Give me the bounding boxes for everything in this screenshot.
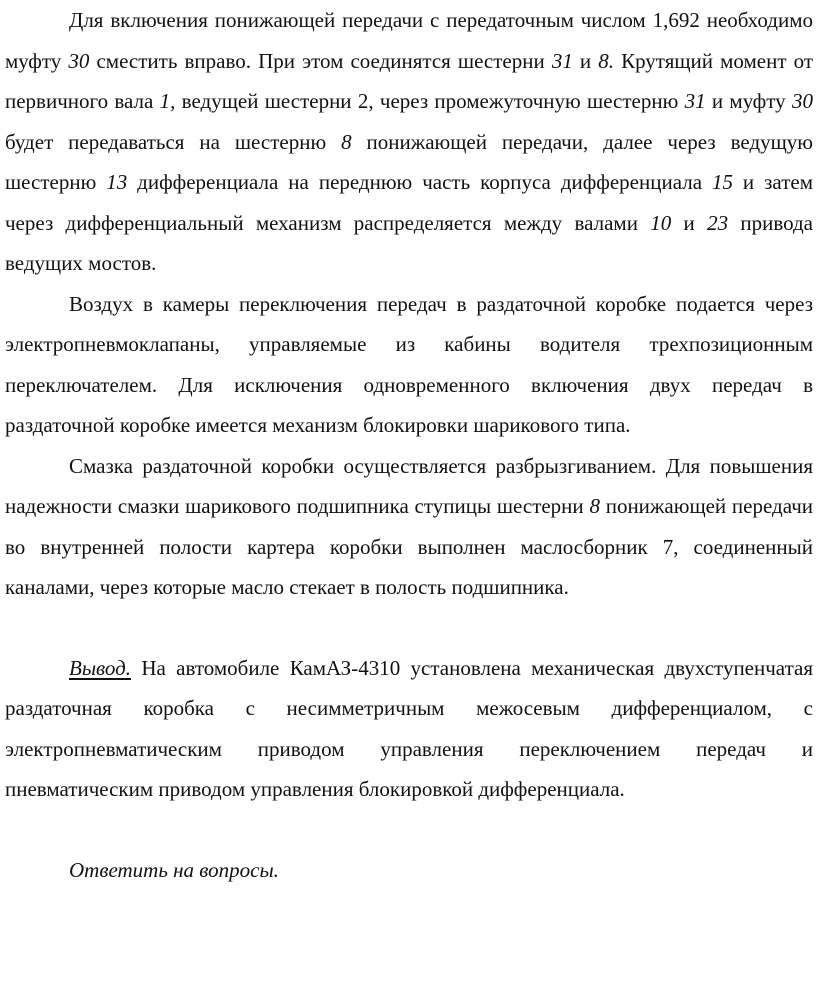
text-run: и xyxy=(572,48,599,73)
paragraph-gear-engagement xyxy=(5,0,813,284)
ref-number: 8 xyxy=(589,494,600,518)
blank-line xyxy=(5,608,813,648)
text-run: понижающей передачи, далее через ведущую шестерню xyxy=(5,129,813,194)
text-run: понижающей передачи во внутренней полости картера коробки выполнен маслосборник 7, соединенный каналами, через которые масло стекает в полость подшипника. xyxy=(5,494,814,599)
text-run: привода ведущих мостов. xyxy=(5,210,813,275)
text-run: Смазка раздаточной коробки осуществляется разбрызгиванием. Для повышения надежности смазки шарикового подшипника ступицы шестерни xyxy=(5,453,813,518)
ref-number: 10 xyxy=(650,210,672,235)
paragraph-lubrication xyxy=(5,446,813,608)
text-run: сместить вправо. При этом соединятся шестерни xyxy=(89,48,552,73)
text-run: и муфту xyxy=(705,89,792,113)
text-run: и затем через дифференциальный механизм распределяется между валами xyxy=(5,170,813,235)
text-run: Для включения понижающей передачи с передаточным числом 1,692 необходимо муфту xyxy=(5,8,813,73)
document-page xyxy=(5,0,813,890)
text-run: и xyxy=(671,210,708,235)
paragraph-conclusion xyxy=(5,648,813,810)
text-run: будет передаваться на шестерню xyxy=(5,129,342,154)
blank-line xyxy=(5,810,813,850)
ref-number: 8 xyxy=(341,129,352,154)
ref-number: 31 xyxy=(551,48,573,73)
ref-number: 30 xyxy=(791,89,813,113)
ref-number: 15 xyxy=(711,170,733,194)
ref-number: 31 xyxy=(684,89,706,113)
text-run: ведущей шестерни 2, через промежуточную шестерню xyxy=(175,89,685,113)
text-run: На автомобиле КамАЗ-4310 установлена механическая двухступенчатая раздаточная коробка с несимметричным межосевым дифференциалом, с электропневматическим приводом управления переключением передач и пневматическим приводом управления блокировкой дифференциала. xyxy=(5,655,813,801)
conclusion-label: Вывод. xyxy=(69,655,131,680)
ref-number: 8. xyxy=(598,48,614,73)
text-run: Крутящий момент от первичного вала xyxy=(5,48,813,113)
text-run: дифференциала на переднюю часть корпуса дифференциала xyxy=(127,170,712,194)
paragraph-air-chambers xyxy=(5,284,813,446)
ref-number: 30 xyxy=(68,48,90,73)
ref-number: 13 xyxy=(106,170,128,194)
ref-number: 23 xyxy=(707,210,729,235)
ref-number: 1, xyxy=(159,89,176,113)
text-run: Ответить на вопросы. xyxy=(69,857,279,882)
text-run: Воздух в камеры переключения передач в раздаточной коробке подается через электропневмоклапаны, управляемые из кабины водителя трехпозиционным переключателем. Для исключения одновременного включения двух передач в раздаточной коробке имеется механизм блокировки шарикового типа. xyxy=(5,291,813,437)
questions-heading xyxy=(5,850,813,891)
